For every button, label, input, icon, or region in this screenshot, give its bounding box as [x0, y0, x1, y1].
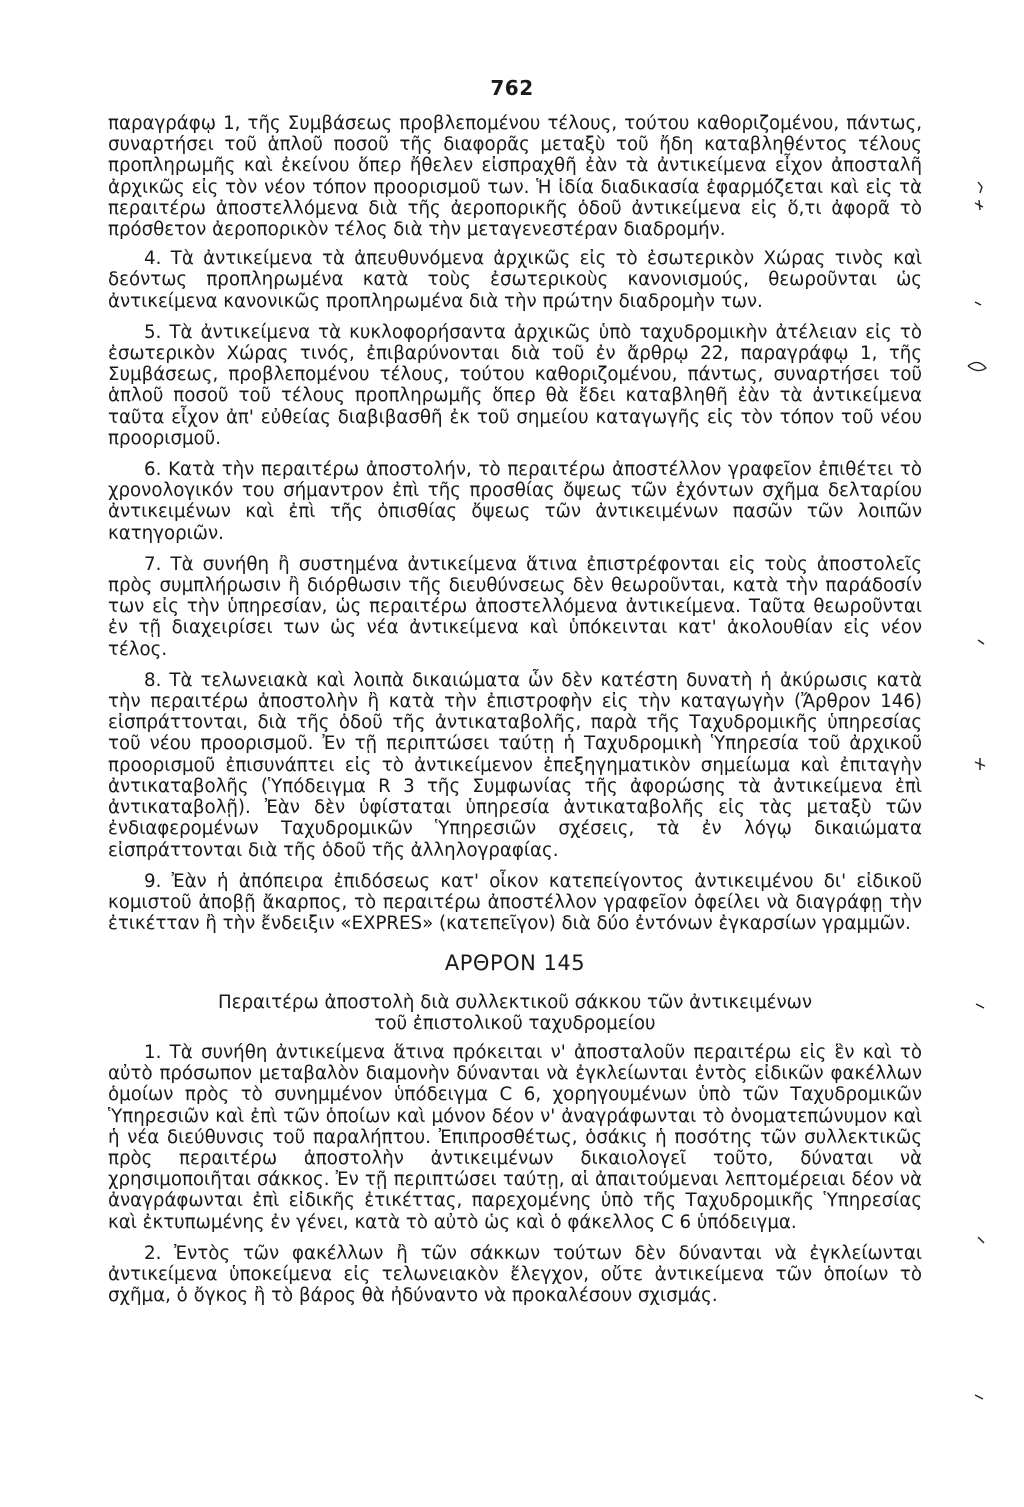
margin-mark — [975, 200, 983, 210]
paragraph-continuation: παραγράφῳ 1, τῆς Συμβάσεως προβλεπομένου τέλους, τούτου καθοριζομένου, πάντως, συναρτήσει τοῦ ἁπλοῦ ποσοῦ τῆς διαφορᾶς μεταξὺ τοῦ ἤδη καταβληθέντος τέλους προπληρωμῆς καὶ ἐκείνου ὅπερ ἤθελεν εἰσπραχθῆ ἐὰν τὰ ἀντικείμενα εἶχον ἀποσταλῆ ἀρχικῶς εἰς τὸν νέον τόπον προορισμοῦ των. Ἡ ἰδία διαδικασία ἐφαρμόζεται καὶ εἰς τὰ περαιτέρω ἀποστελλόμενα διὰ τῆς ἀεροπορικῆς ὁδοῦ ἀντικείμενα εἰς ὅ,τι ἀφορᾶ τὸ πρόσθετον ἀεροπορικὸν τέλος διὰ τὴν μεταγενεστέραν διαδρομήν. — [108, 113, 922, 241]
page-number: 762 — [490, 76, 534, 100]
document-body — [108, 113, 922, 1306]
paragraph-7: 7. Τὰ συνήθη ἢ συστημένα ἀντικείμενα ἅτινα ἐπιστρέφονται εἰς τοὺς ἀποστολεῖς πρὸς συμπλήρωσιν ἢ διόρθωσιν τῆς διευθύνσεως δὲν θεωροῦνται, κατὰ τὴν παράδοσίν των εἰς τὴν ὑπηρεσίαν, ὡς περαιτέρω ἀποστελλόμενα ἀντικείμενα. Ταῦτα θεωροῦνται ἐν τῇ διαχειρίσει των ὡς νέα ἀντικείμενα καὶ ὑπόκεινται κατ' ἀκολουθίαν εἰς νέον τέλος. — [108, 553, 922, 660]
paragraph-5: 5. Τὰ ἀντικείμενα τὰ κυκλοφορήσαντα ἀρχικῶς ὑπὸ ταχυδρομικὴν ἀτέλειαν εἰς τὸ ἐσωτερικὸν Χώρας τινός, ἐπιβαρύνονται διὰ τοῦ ἐν ἄρθρῳ 22, παραγράφῳ 1, τῆς Συμβάσεως, προβλεπομένου τέλους, τούτου καθοριζομένου, πάντως, συναρτήσει τοῦ ἁπλοῦ ποσοῦ τοῦ τέλους προπληρωμῆς ὅπερ θὰ ἔδει καταβληθῆ ἐὰν τὰ ἀντικείμενα ταῦτα εἶχον ἀπ' εὐθείας διαβιβασθῆ ἐκ τοῦ σημείου καταγωγῆς εἰς τὸν τόπον τοῦ νέου προορισμοῦ. — [108, 321, 922, 449]
margin-mark — [976, 1004, 984, 1008]
paragraph-4: 4. Τὰ ἀντικείμενα τὰ ἀπευθυνόμενα ἀρχικῶς εἰς τὸ ἐσωτερικὸν Χώρας τινὸς καὶ δεόντως προπληρωμένα κατὰ τοὺς ἐσωτερικοὺς κανονισμούς, θεωροῦνται ὡς ἀντικείμενα κανονικῶς προπληρωμένα διὰ τὴν πρώτην διαδρομὴν των. — [108, 248, 922, 312]
article-heading: ΑΡΘΡΟΝ 145 — [444, 951, 586, 976]
margin-mark — [975, 758, 985, 770]
margin-mark — [975, 302, 981, 305]
article-paragraph-1: 1. Τὰ συνήθη ἀντικείμενα ἅτινα πρόκειται ν' ἀποσταλοῦν περαιτέρω εἰς ἓν καὶ τὸ αὐτὸ πρόσωπον μεταβαλὸν διαμονὴν δύνανται νὰ ἐγκλείωνται ἐντὸς εἰδικῶν φακέλλων ὁμοίων πρὸς τὸ συνημμένον ὑπόδειγμα C 6, χορηγουμένων ὑπὸ τῶν Ταχυδρομικῶν Ὑπηρεσιῶν καὶ ἐπὶ τῶν ὁποίων καὶ μόνον δέον ν' ἀναγράφωνται τὸ ὀνοματεπώνυμον καὶ ἡ νέα διεύθυνσις τοῦ παραλήπτου. Ἐπιπροσθέτως, ὁσάκις ἡ ποσότης τῶν συλλεκτικῶς πρὸς περαιτέρω ἀποστολὴν ἀντικειμένων δικαιολογεῖ τοῦτο, δύναται νὰ χρησιμοποιῆται σάκκος. Ἐν τῇ περιπτώσει ταύτῃ, αἱ ἀπαιτούμεναι λεπτομέρειαι δέον νὰ ἀναγράφωνται ἐπὶ εἰδικῆς ἐτικέττας, παρεχομένης ὑπὸ τῆς Ταχυδρομικῆς Ὑπηρεσίας καὶ ἐκτυπωμένης ἐν γένει, κατὰ τὸ αὐτὸ ὡς καὶ ὁ φάκελλος C 6 ὑπόδειγμα. — [108, 1041, 922, 1233]
margin-mark — [968, 362, 986, 370]
paragraph-8: 8. Τὰ τελωνειακὰ καὶ λοιπὰ δικαιώματα ὧν δὲν κατέστη δυνατὴ ἡ ἀκύρωσις κατὰ τὴν περαιτέρω ἀποστολὴν ἢ κατὰ τὴν ἐπιστροφὴν εἰς τὴν καταγωγὴν (Ἄρθρον 146) εἰσπράττονται, διὰ τῆς ὁδοῦ τῆς ἀντικαταβολῆς, παρὰ τῆς Ταχυδρομικῆς ὑπηρεσίας τοῦ νέου προορισμοῦ. Ἐν τῇ περιπτώσει ταύτῃ ἡ Ταχυδρομικὴ Ὑπηρεσία τοῦ ἀρχικοῦ προορισμοῦ ἐπισυνάπτει εἰς τὸ ἀντικείμενον ἐπεξηγηματικὸν σημείωμα καὶ ἐπιταγὴν ἀντικαταβολῆς (Ὑπόδειγμα R 3 τῆς Συμφωνίας τῆς ἀφορώσης τὰ ἀντικείμενα ἐπὶ ἀντικαταβολῇ). Ἐὰν δὲν ὑφίσταται ὑπηρεσία ἀντικαταβολῆς εἰς τὰς μεταξὺ τῶν ἐνδιαφερομένων Ταχυδρομικῶν Ὑπηρεσιῶν σχέσεις, τὰ ἐν λόγῳ δικαιώματα εἰσπράττονται διὰ τῆς ὁδοῦ τῆς ἀλληλογραφίας. — [108, 669, 922, 861]
margin-mark — [978, 1237, 984, 1243]
margin-mark — [978, 182, 982, 193]
article-title-line-1: Περαιτέρω ἀποστολὴ διὰ συλλεκτικοῦ σάκκου τῶν ἀντικειμένων — [217, 991, 813, 1013]
margin-mark — [975, 1395, 983, 1399]
article-paragraph-2: 2. Ἐντὸς τῶν φακέλλων ἢ τῶν σάκκων τούτων δὲν δύνανται νὰ ἐγκλείωνται ἀντικείμενα ὑποκείμενα εἰς τελωνειακὸν ἔλεγχον, οὔτε ἀντικείμενα τῶν ὁποίων τὸ σχῆμα, ὁ ὄγκος ἢ τὸ βάρος θὰ ἠδύναντο νὰ προκαλέσουν σχισμάς. — [108, 1242, 922, 1307]
paragraph-9: 9. Ἐὰν ἡ ἀπόπειρα ἐπιδόσεως κατ' οἶκον κατεπείγοντος ἀντικειμένου δι' εἰδικοῦ κομιστοῦ ἀποβῇ ἄκαρπος, τὸ περαιτέρω ἀποστέλλον γραφεῖον ὀφείλει νὰ διαγράφῃ τὴν ἐτικέτταν ἢ τὴν ἔνδειξιν «EXPRES» (κατεπεῖγον) διὰ δύο ἐντόνων ἐγκαρσίων γραμμῶν. — [108, 870, 922, 935]
paragraph-6: 6. Κατὰ τὴν περαιτέρω ἀποστολήν, τὸ περαιτέρω ἀποστέλλον γραφεῖον ἐπιθέτει τὸ χρονολογικόν του σήμαντρον ἐπὶ τῆς προσθίας ὄψεως τῶν ἐχόντων σχῆμα δελταρίου ἀντικειμένων καὶ ἐπὶ τῆς ὀπισθίας ὄψεως τῶν ἀντικειμένων πασῶν τῶν λοιπῶν κατηγοριῶν. — [108, 459, 922, 544]
article-title-line-2: τοῦ ἐπιστολικοῦ ταχυδρομείου — [374, 1012, 656, 1034]
margin-mark — [978, 640, 984, 644]
